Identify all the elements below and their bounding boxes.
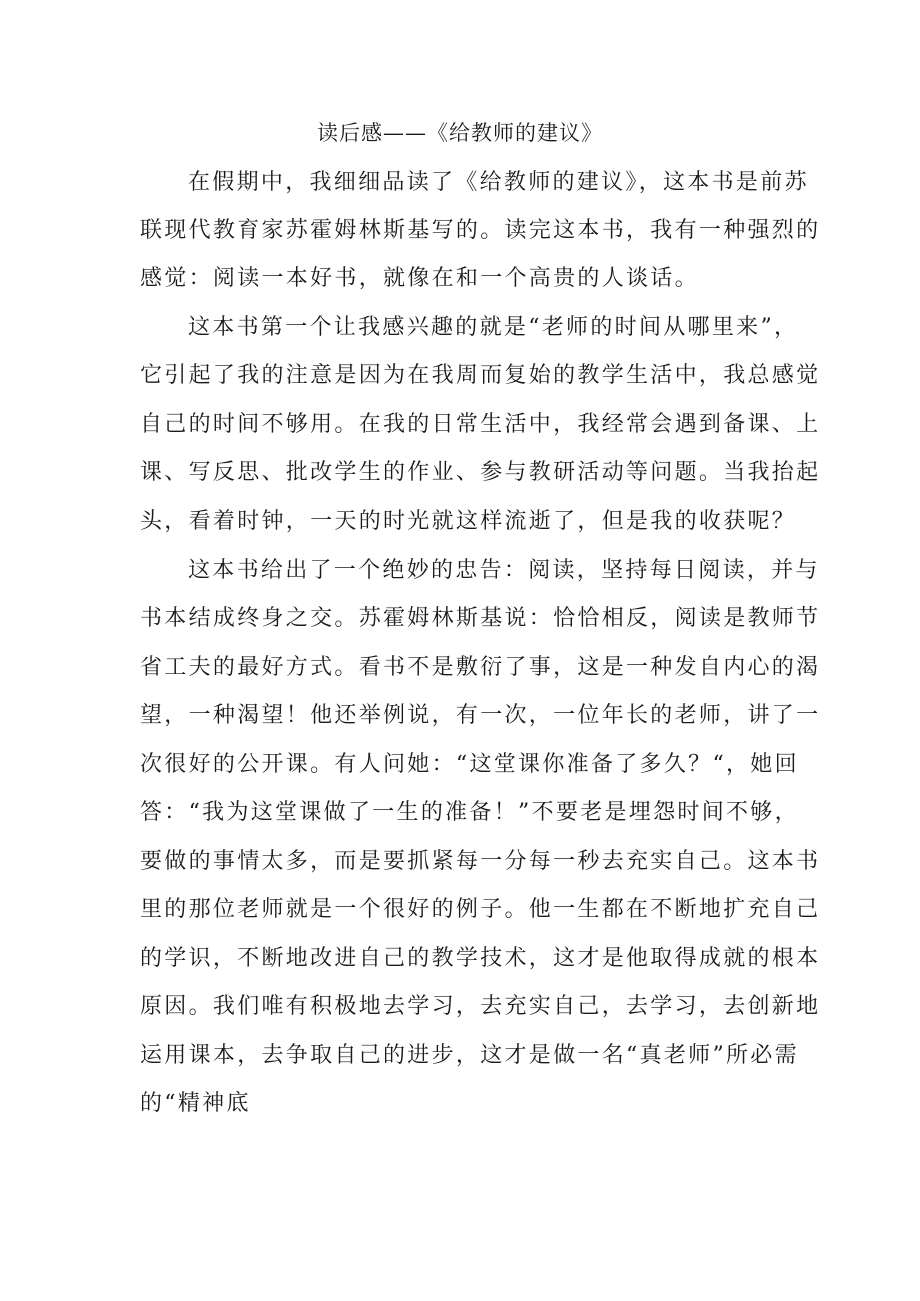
document-title: 读后感——《给教师的建议》 — [317, 121, 603, 145]
paragraph-3-line-12: 的“精神底 — [140, 1091, 251, 1116]
paragraph-3-line-2: 书本结成终身之交。苏霍姆林斯基说：恰恰相反，阅读是教师节 — [140, 606, 821, 631]
paragraph-3-line-4: 望，一种渴望！他还举例说，有一次，一位年长的老师，讲了一 — [140, 703, 821, 728]
paragraph-3-line-6: 答：“我为这堂课做了一生的准备！”不要老是埋怨时间不够， — [140, 800, 799, 825]
paragraph-2-line-3: 自己的时间不够用。在我的日常生活中，我经常会遇到备课、上 — [140, 412, 821, 437]
paragraph-3-line-9: 的学识，不断地改进自己的教学技术，这才是他取得成就的根本 — [140, 946, 821, 971]
paragraph-3-line-3: 省工夫的最好方式。看书不是敷衍了事，这是一种发自内心的渴 — [140, 655, 821, 680]
paragraph-2-line-1: 这本书第一个让我感兴趣的就是“老师的时间从哪里来”， — [188, 315, 799, 340]
paragraph-2-line-5: 头，看着时钟，一天的时光就这样流逝了，但是我的收获呢？ — [140, 509, 797, 534]
paragraph-3-line-11: 运用课本，去争取自己的进步，这才是做一名“真老师”所必需 — [140, 1043, 799, 1068]
paragraph-2-line-4: 课、写反思、批改学生的作业、参与教研活动等问题。当我抬起 — [140, 460, 821, 485]
paragraph-1-line-1: 在假期中，我细细品读了《给教师的建议》，这本书是前苏 — [188, 170, 809, 195]
paragraph-1-line-3: 感觉：阅读一本好书，就像在和一个高贵的人谈话。 — [140, 266, 699, 291]
paragraph-3-line-7: 要做的事情太多，而是要抓紧每一分每一秒去充实自己。这本书 — [140, 849, 821, 874]
paragraph-1-line-2: 联现代教育家苏霍姆林斯基写的。读完这本书，我有一种强烈的 — [140, 218, 821, 243]
paragraph-3-line-1: 这本书给出了一个绝妙的忠告：阅读，坚持每日阅读，并与 — [188, 558, 820, 583]
paragraph-3-line-10: 原因。我们唯有积极地去学习，去充实自己，去学习，去创新地 — [140, 994, 821, 1019]
paragraph-3-line-5: 次很好的公开课。有人问她：“这堂课你准备了多久？“，她回 — [140, 752, 799, 777]
paragraph-2-line-2: 它引起了我的注意是因为在我周而复始的教学生活中，我总感觉 — [140, 363, 821, 388]
paragraph-3-line-8: 里的那位老师就是一个很好的例子。他一生都在不断地扩充自己 — [140, 897, 821, 922]
